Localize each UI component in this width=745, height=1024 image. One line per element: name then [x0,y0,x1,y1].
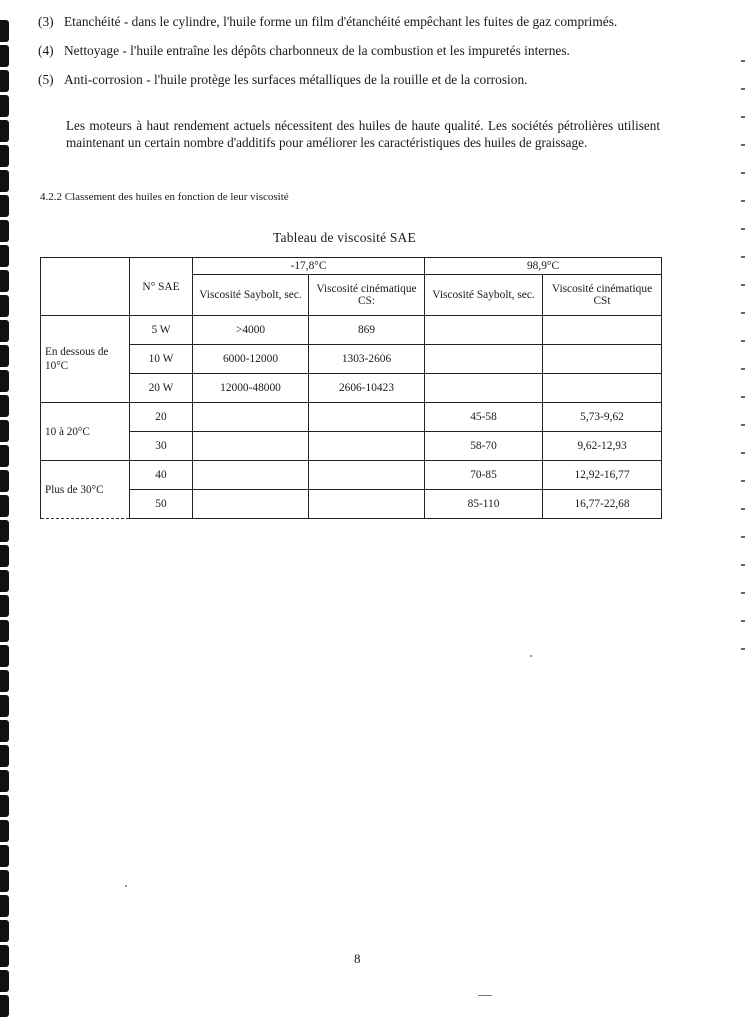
binding-hole [0,245,9,267]
binding-hole [0,645,9,667]
list-number: (3) [38,14,54,29]
cell-sae: 20 W [130,374,193,403]
list-number: (5) [38,71,54,87]
property-list [38,14,718,100]
cell-cine-high [543,374,662,403]
edge-mark [741,200,745,202]
cell-cine-low [309,432,425,461]
binding-hole [0,595,9,617]
binding-hole [0,520,9,542]
edge-mark [741,452,745,454]
binding-hole [0,995,9,1017]
subheader-saybolt-high: Viscosité Saybolt, sec. [425,275,543,316]
edge-mark [741,340,745,342]
cell-sae: 5 W [130,316,193,345]
table-row [41,345,662,374]
binding-hole [0,570,9,592]
binding-hole [0,870,9,892]
cell-cine-low: 869 [309,316,425,345]
edge-mark [741,368,745,370]
edge-mark [741,312,745,314]
cell-cine-low [309,490,425,519]
edge-mark [741,424,745,426]
binding-hole [0,920,9,942]
cell-saybolt-high: 45-58 [425,403,543,432]
binding-hole [0,45,9,67]
cell-saybolt-low: 6000-12000 [193,345,309,374]
section-title: 4.2.2 Classement des huiles en fonction de leur viscosité [40,191,289,203]
cell-cine-high [543,316,662,345]
list-text: Nettoyage - l'huile entraîne les dépôts charbonneux de la combustion et les impuretés internes. [64,42,570,58]
body-paragraph: Les moteurs à haut rendement actuels nécessitent des huiles de haute qualité. Les sociétés pétrolières utilisent maintenant un certain nombre d'additifs pour améliorer les caractéristiques des huiles de graissage. [66,118,660,150]
cell-cine-high [543,345,662,374]
binding-hole [0,720,9,742]
table-row [41,461,662,490]
binding-hole [0,70,9,92]
cell-saybolt-low [193,490,309,519]
subheader-saybolt-low: Viscosité Saybolt, sec. [193,275,309,316]
list-text: Anti-corrosion - l'huile protège les surfaces métalliques de la rouille et de la corrosion. [64,71,528,87]
header-blank-cell [41,258,130,316]
binding-hole [0,445,9,467]
edge-mark [741,396,745,398]
cell-sae: 30 [130,432,193,461]
cell-saybolt-low [193,403,309,432]
cell-cine-low: 2606-10423 [309,374,425,403]
scan-speck [478,995,492,996]
table-row [41,403,662,432]
list-number: (4) [38,42,54,58]
edge-mark [741,564,745,566]
table-row [41,432,662,461]
binding-hole [0,270,9,292]
cell-saybolt-low [193,461,309,490]
cell-saybolt-low: 12000-48000 [193,374,309,403]
group-label: 10 à 20°C [41,403,130,461]
edge-mark [741,116,745,118]
cell-cine-low [309,403,425,432]
binding-hole [0,845,9,867]
binding-hole [0,745,9,767]
binding-hole [0,420,9,442]
binding-hole [0,495,9,517]
binding-hole [0,95,9,117]
list-item [38,72,718,89]
binding-hole [0,945,9,967]
binding-hole [0,545,9,567]
edge-mark [741,284,745,286]
edge-mark [741,228,745,230]
table-row [41,316,662,345]
edge-mark [741,620,745,622]
binding-hole [0,195,9,217]
list-item [38,14,718,31]
cell-cine-low [309,461,425,490]
group-label: Plus de 30°C [41,461,130,519]
edge-mark [741,144,745,146]
binding-hole [0,395,9,417]
edge-mark [741,536,745,538]
cell-cine-low: 1303-2606 [309,345,425,374]
binding-hole [0,170,9,192]
list-text: Etanchéité - dans le cylindre, l'huile forme un film d'étanchéité empêchant les fuites de gaz comprimés. [64,14,618,29]
binding-hole [0,370,9,392]
binding-hole [0,770,9,792]
edge-mark [741,172,745,174]
binding-hole [0,795,9,817]
cell-sae: 40 [130,461,193,490]
binding-hole [0,620,9,642]
group-label: En dessous de 10°C [41,316,130,403]
binding-hole [0,345,9,367]
scan-speck [125,885,127,887]
table-header-row [41,258,662,275]
edge-mark [741,648,745,650]
cell-saybolt-high: 85-110 [425,490,543,519]
cell-cine-high: 12,92-16,77 [543,461,662,490]
binding-strip [0,0,10,1024]
binding-hole [0,970,9,992]
binding-hole [0,220,9,242]
table-row [41,374,662,403]
header-sae: N° SAE [130,258,193,316]
cell-saybolt-high [425,374,543,403]
edge-mark [741,256,745,258]
edge-mark [741,508,745,510]
binding-hole [0,895,9,917]
binding-hole [0,20,9,42]
cell-sae: 10 W [130,345,193,374]
header-temp-high: 98,9°C [425,258,662,275]
edge-mark [741,60,745,62]
cell-cine-high: 5,73-9,62 [543,403,662,432]
binding-hole [0,695,9,717]
cell-saybolt-high: 58-70 [425,432,543,461]
cell-saybolt-high [425,345,543,374]
subheader-cine-low: Viscosité cinématique CS: [309,275,425,316]
scan-speck [530,655,532,657]
cell-sae: 50 [130,490,193,519]
binding-hole [0,145,9,167]
page-number: 8 [354,951,361,966]
cell-saybolt-high: 70-85 [425,461,543,490]
cell-saybolt-low [193,432,309,461]
edge-mark [741,480,745,482]
edge-mark [741,592,745,594]
list-item [38,43,718,60]
binding-hole [0,470,9,492]
edge-mark [741,88,745,90]
viscosity-table [40,257,662,519]
cell-saybolt-high [425,316,543,345]
cell-cine-high: 16,77-22,68 [543,490,662,519]
binding-hole [0,820,9,842]
cell-saybolt-low: >4000 [193,316,309,345]
table-caption: Tableau de viscosité SAE [273,230,416,245]
binding-hole [0,670,9,692]
binding-hole [0,120,9,142]
header-temp-low: -17,8°C [193,258,425,275]
subheader-cine-high: Viscosité cinématique CSt [543,275,662,316]
binding-hole [0,295,9,317]
cell-cine-high: 9,62-12,93 [543,432,662,461]
binding-hole [0,320,9,342]
cell-sae: 20 [130,403,193,432]
table-row [41,490,662,519]
